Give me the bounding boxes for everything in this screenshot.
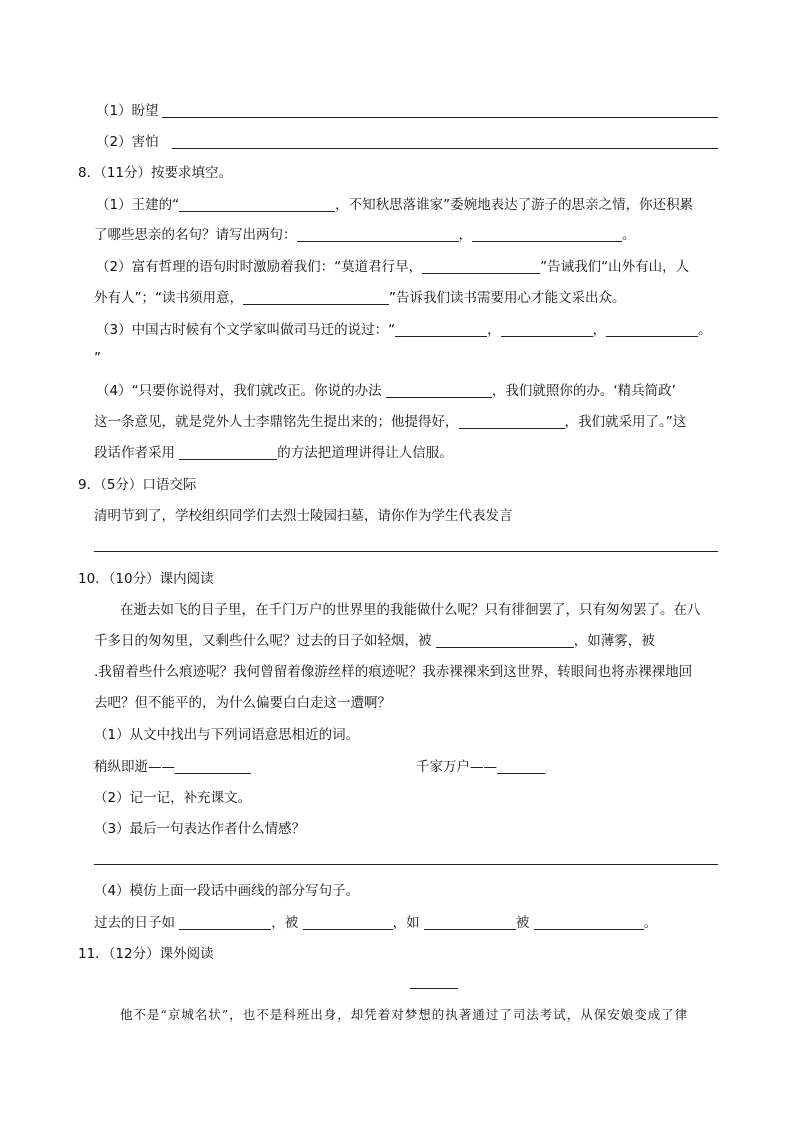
q10-imit-text-d: 被 [515,915,534,931]
q8-p4-text-d: ，我们就采用了。”这 [564,414,687,430]
q8-p4-text-b: ，我们就照你的办。‘精兵简政’ [491,383,676,399]
q10-imit-text-a: 过去的日子如 [94,915,180,931]
q11-passage-line1: 他不是“京城名状”，也不是科班出身，却凭着对梦想的执著通过了司法考试，从保安娘变成了律 [120,1007,689,1022]
q8-p1-blank-2[interactable] [297,227,459,242]
q8-p2-text-a: （2）富有哲理的语句时时激励着我们：“莫道君行早， [96,259,423,275]
q10-imit-blank-4[interactable] [534,915,644,930]
q10-sub4: （4）模仿上面一段话中画线的部分写句子。 [94,883,360,899]
q8-part4-line3 [94,444,453,462]
q10-imitation [94,914,657,932]
q11-title-blank[interactable] [410,988,458,989]
q8-part4-line1 [96,382,676,400]
q8-p1-text-a: （1）王建的“ [96,197,180,213]
q9-prompt: 清明节到了，学校组织同学们去烈士陵园扫墓，请你作为学生代表发言 [94,508,513,524]
q8-part2-line2 [94,289,626,307]
q8-p3-blank-1[interactable] [395,322,487,337]
q8-p4-text-f: 的方法把道理讲得让人信服。 [277,445,453,461]
q8-p1-text-c: 了哪些思亲的名句？请写出两句： [94,227,297,243]
q8-part3-line1 [96,321,712,339]
q8-p3-blank-3[interactable] [606,322,698,337]
q10-header: 10．（10分）课内阅读 [78,571,214,587]
q7-item-1 [96,102,159,120]
q10-word2-text: 千家万户—— [416,759,497,775]
q10-imit-text-e: 。 [643,915,658,931]
q8-p3-text-c: ， [592,322,607,338]
q8-p2-blank-2[interactable] [243,290,389,305]
q8-part1-line2 [94,226,636,244]
q8-p4-blank-1[interactable] [386,383,492,398]
q7-item-1-label: （1）盼望 [96,103,159,119]
q10-word1 [94,758,251,776]
q10-passage-line3: .我留着些什么痕迹呢？我何曾留着像游丝样的痕迹呢？我赤裸裸来到这世界，转眼间也将赤裸裸地回 [94,664,693,680]
q10-sub3: （3）最后一句表达作者什么情感？ [94,821,306,837]
q10-pass2-text-b: ，如薄雾，被 [573,633,655,649]
q10-imit-blank-1[interactable] [179,915,271,930]
q10-pass2-text-a: 千多日的匆匆里，又剩些什么呢？过去的日子如轻烟，被 [94,633,436,649]
q8-p4-text-c: 这一条意见，就是党外人士李鼎铭先生提出来的；他提得好， [94,414,459,430]
q10-imit-blank-3[interactable] [424,915,516,930]
q9-answer-line[interactable] [94,551,718,552]
q7-item-2-label: （2）害怕 [96,134,159,150]
q8-p3-text-a: （3）中国古时候有个文学家叫做司马迁的说过：“ [96,322,396,338]
q10-imit-blank-2[interactable] [303,915,393,930]
q8-part1-line1 [96,196,693,214]
q8-part3-line2: ” [94,350,101,366]
q8-p3-text-d: 。 [698,322,712,338]
q10-passage-line2 [94,632,655,650]
q10-sub3-answer-line[interactable] [94,864,718,865]
q8-p4-text-a: （4）“只要你说得对，我们就改正。你说的办法 [96,383,386,399]
q10-imit-text-c: ，如 [392,915,424,931]
q8-part2-line1 [96,258,689,276]
q8-p2-text-b: ”告诫我们“山外有山，人 [540,259,690,275]
q11-header: 11．（12分）课外阅读 [78,946,214,962]
q7-item-1-answer-line[interactable] [162,117,718,118]
q8-p4-blank-2[interactable] [459,414,565,429]
q10-imit-text-b: ，被 [271,915,303,931]
q10-word2-blank[interactable] [497,759,545,774]
q8-p1-text-e: 。 [622,227,636,243]
q10-word1-text: 稍纵即逝—— [94,759,175,775]
q10-word2 [416,758,545,776]
q8-p1-blank-1[interactable] [179,197,335,212]
q7-item-2-answer-line[interactable] [172,148,718,149]
q10-passage-line1: 在逝去如飞的日子里，在千门万户的世界里的我能做什么呢？只有徘徊罢了，只有匆匆罢了。在八 [120,602,701,618]
q8-p1-text-d: ， [458,227,472,243]
q8-p4-text-e: 段话作者采用 [94,445,180,461]
q10-sub2: （2）记一记，补充课文。 [94,790,252,806]
q8-p2-text-d: ”告诉我们读书需要用心才能文采出众。 [389,290,626,306]
q7-item-2 [96,133,159,151]
q10-passage-blank-1[interactable] [436,633,574,648]
q8-p1-blank-3[interactable] [472,227,622,242]
q9-header: 9．（5分）口语交际 [78,477,197,493]
q8-part4-line2 [94,413,686,431]
q8-p3-text-b: ， [487,322,501,338]
q8-p1-text-b: ，不知秋思落谁家”委婉地表达了游子的思亲之情，你还积累 [335,197,694,213]
q8-p2-blank-1[interactable] [422,259,540,274]
q10-word1-blank[interactable] [175,759,251,774]
q8-p4-blank-3[interactable] [179,445,277,460]
q8-p2-text-c: 外有人”；“读书须用意， [94,290,243,306]
q10-sub1: （1）从文中找出与下列词语意思相近的词。 [94,727,360,743]
q10-passage-line4: 去吧？但不能平的，为什么偏要白白走这一遭啊？ [94,695,391,711]
q8-header: 8．（11分）按要求填空。 [78,165,233,181]
q8-p3-blank-2[interactable] [501,322,593,337]
